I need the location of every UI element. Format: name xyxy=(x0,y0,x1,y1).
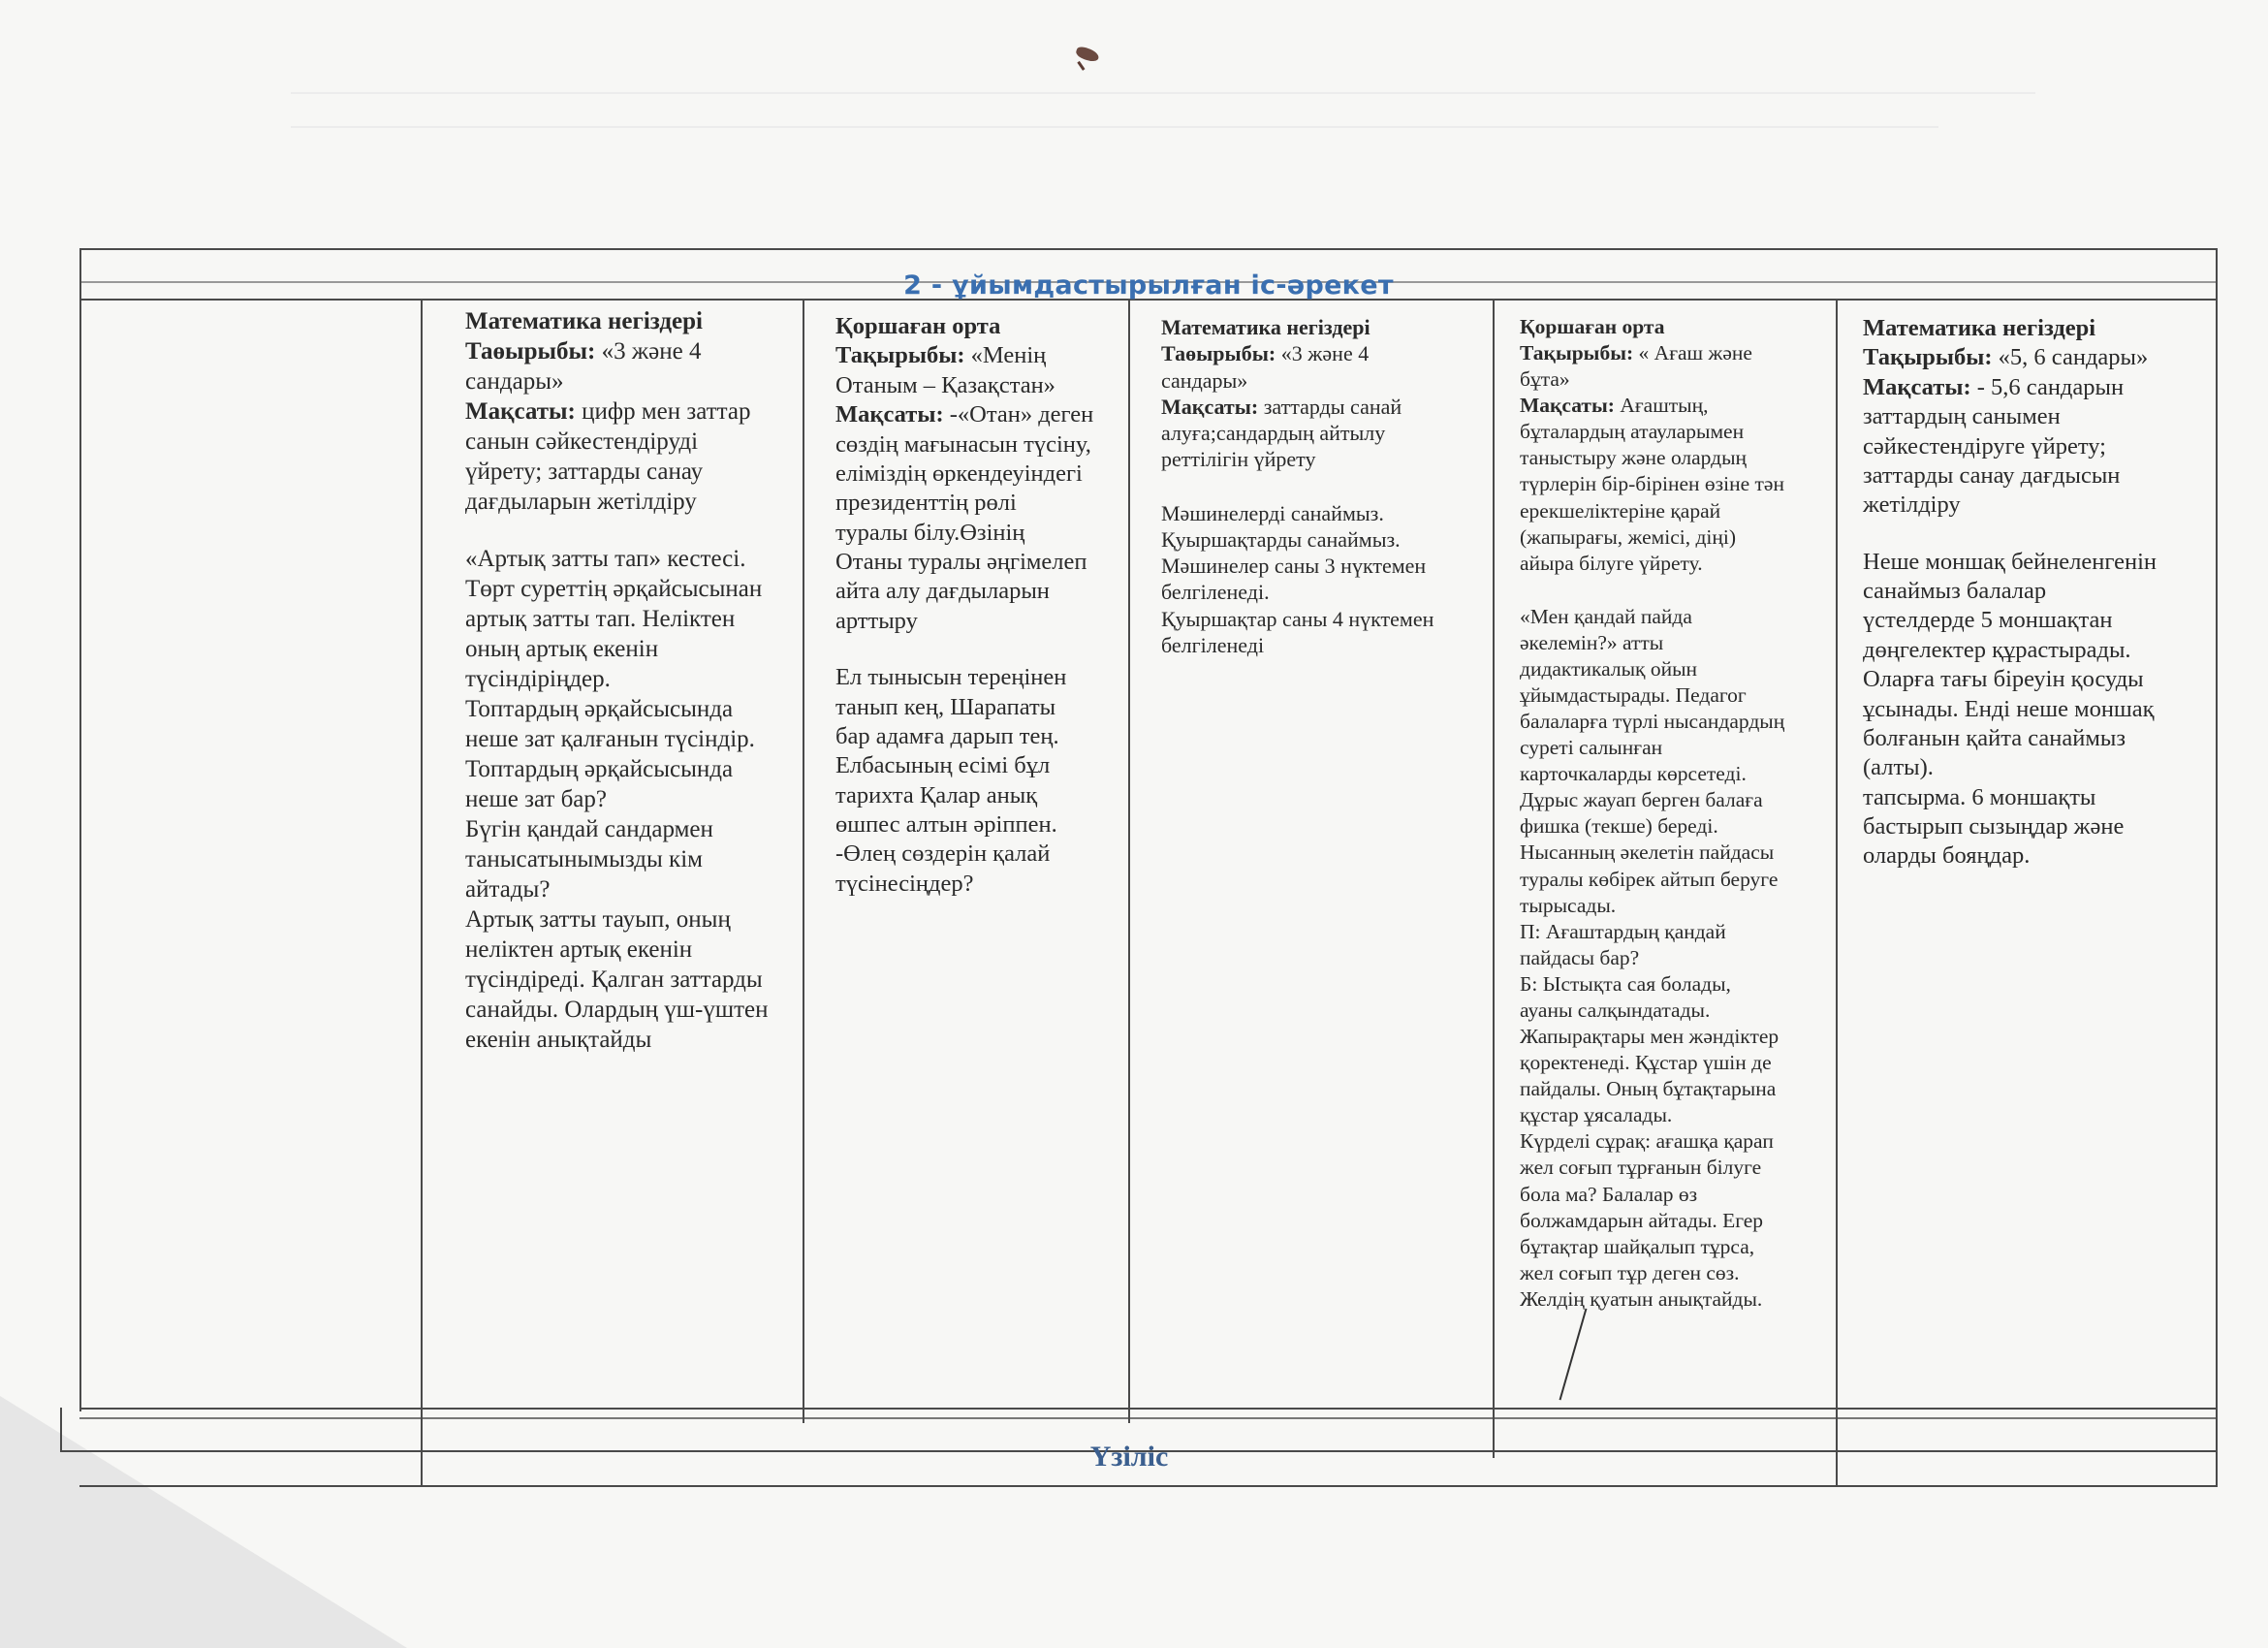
pen-mark xyxy=(1559,1309,1588,1401)
break-label: Үзіліс xyxy=(1089,1441,1169,1473)
cell-text-line: дөңгелектер құрастырады. xyxy=(1863,636,2131,663)
cell-text-line: Қоршаған орта xyxy=(1520,315,1665,338)
cell-text-line: ауаны салқындатады. xyxy=(1520,998,1711,1022)
column-4-cell xyxy=(1510,304,1853,1313)
cell-text-line: екенін анықтайды xyxy=(465,1027,652,1053)
cell-text-line: сөздің мағынасын түсіну, xyxy=(835,430,1091,458)
column-3-cell xyxy=(1151,304,1510,658)
cell-text-line: болғанын қайта санаймыз xyxy=(1863,724,2126,751)
cell-text-line: арттыру xyxy=(835,607,918,634)
cell-text-line: айтады? xyxy=(465,876,551,903)
cell-text-line: түсінесіңдер? xyxy=(835,870,974,897)
blank-line xyxy=(1520,577,1843,604)
cell-text-line: Дұрыс жауап берген балаға xyxy=(1520,788,1763,812)
cell-text-line: ұсынады. Енді неше моншақ xyxy=(1863,695,2155,722)
cell-text-line: бола ма? Балалар өз xyxy=(1520,1182,1698,1206)
cell-text-line: Отаны туралы әңгімелеп xyxy=(835,549,1087,575)
cell-text-line: дағдыларын жетілдіру xyxy=(465,489,697,515)
cell-text-line: сәйкестендіруге үйрету; xyxy=(1863,432,2106,460)
cell-text-line: туралы білу.Өзінің xyxy=(835,519,1025,546)
cell-text-line: Тақырыбы: «5, 6 сандары» xyxy=(1863,344,2149,371)
cell-text-line: заттарды санау дағдысын xyxy=(1863,461,2121,489)
cell-text-line: бұта» xyxy=(1520,367,1570,392)
cell-text-line: Математика негіздері xyxy=(1863,315,2096,341)
cell-text-line: «Артық затты тап» кестесі. xyxy=(465,546,746,572)
table-header-title: 2 - ұйымдастырылған іс-әрекет xyxy=(903,270,1394,301)
cell-text-line: фишка (текше) береді. xyxy=(1520,814,1718,839)
cell-text-line: өшпес алтын әріппен. xyxy=(835,811,1057,838)
cell-text-line: Күрделі сұрақ: ағашқа қарап xyxy=(1520,1129,1774,1154)
cell-text-line: алуға;сандардың айтылу xyxy=(1161,421,1386,446)
cell-text-line: сандары» xyxy=(1161,367,1248,393)
cell-text-line: айыра білуге үйрету. xyxy=(1520,551,1703,575)
cell-text-line: Қуыршақтарды санаймыз. xyxy=(1161,526,1401,552)
cell-text-line: Мақсаты: цифр мен заттар xyxy=(465,398,751,425)
cell-text-line: Бүгін қандай сандармен xyxy=(465,816,713,842)
cell-text-line: Қоршаған орта xyxy=(835,313,1001,339)
cell-text-line: Тақырыбы: «Менің xyxy=(835,342,1047,369)
cell-text-line: қоректенеді. Құстар үшін де xyxy=(1520,1051,1772,1075)
cell-text-line: айта алу дағдыларын xyxy=(835,578,1050,605)
cell-text-line: бұталардың атауларымен xyxy=(1520,420,1745,444)
cell-text-line: Желдің қуатын анықтайды. xyxy=(1520,1286,1763,1311)
cell-text-line: неше зат бар? xyxy=(465,786,607,812)
cell-text-line: Отаным – Қазақстан» xyxy=(835,371,1055,398)
cell-text-line: пайдалы. Оның бұтақтарына xyxy=(1520,1077,1777,1101)
cell-text-line: Таөырыбы: «3 және 4 xyxy=(1161,341,1370,366)
cell-text-line: еліміздің өркендеуіндегі xyxy=(835,460,1083,487)
cell-text-line: жел соғып тұрғанын білуге xyxy=(1520,1156,1762,1180)
cell-text-line: ерекшеліктеріне қарай xyxy=(1520,498,1721,523)
cell-text-line: санаймыз балалар xyxy=(1863,578,2047,604)
cell-text-line: белгіленеді xyxy=(1161,632,1265,657)
cell-text-line: Нысанның әкелетін пайдасы xyxy=(1520,840,1775,865)
cell-text-line: Елбасының есімі бұл xyxy=(835,752,1051,779)
cell-text-line: карточкаларды көрсетеді. xyxy=(1520,762,1747,786)
cell-text-line: үстелдерде 5 моншақтан xyxy=(1863,607,2113,634)
cell-text-line: артық затты тап. Неліктен xyxy=(465,606,736,632)
cell-text-line: Артық затты тауып, оның xyxy=(465,906,731,933)
cell-text-line: Төрт суреттің әрқайсысынан xyxy=(465,576,763,602)
cell-text-line: (алты). xyxy=(1863,754,1934,781)
cell-text-line: Ел тынысын тереңінен xyxy=(835,664,1067,691)
cell-text-line: дидактикалық ойын xyxy=(1520,656,1698,681)
cell-text-line: әкелемін?» атты xyxy=(1520,630,1664,654)
cell-text-line: балаларға түрлі нысандардың xyxy=(1520,710,1785,734)
cell-text-line: неше зат қалғанын түсіндір. xyxy=(465,726,755,752)
cell-text-line: Жапырақтары мен жәндіктер xyxy=(1520,1025,1780,1049)
cell-text-line: Мақсаты: -«Отан» деген xyxy=(835,401,1094,428)
cell-text-line: бұтақтар шайқалып тұрса, xyxy=(1520,1234,1755,1258)
cell-text-line: Мәшинелерді санаймыз. xyxy=(1161,500,1384,525)
cell-text-line: түсіндіреді. Қалган заттарды xyxy=(465,967,763,993)
blank-line xyxy=(1161,473,1500,500)
cell-text-line: оның артық екенін xyxy=(465,636,659,662)
table-footer xyxy=(421,1427,1838,1487)
cell-text-line: Топтардың әрқайсысында xyxy=(465,696,734,722)
cell-text-line: ұйымдастырады. Педагог xyxy=(1520,683,1747,708)
cell-text-line: «Мен қандай пайда xyxy=(1520,604,1692,628)
cell-text-line: Математика негіздері xyxy=(465,308,703,334)
bleed-through xyxy=(291,126,1938,128)
cell-text-line: Тақырыбы: « Ағаш және xyxy=(1520,341,1752,365)
cell-text-line: Математика негіздері xyxy=(1161,315,1370,339)
cell-text-line: Топтардың әрқайсысында xyxy=(465,756,734,782)
cell-text-line: санайды. Олардың үш-үштен xyxy=(465,997,769,1023)
cell-text-line: белгіленеді. xyxy=(1161,580,1270,605)
cell-text-line: реттілігін үйрету xyxy=(1161,447,1316,472)
cell-text-line: туралы көбірек айтып беруге xyxy=(1520,867,1779,891)
cell-text-line: заттардың санымен xyxy=(1863,403,2061,430)
cell-text-line: Оларға тағы біреуін қосуды xyxy=(1863,666,2144,693)
column-1-cell xyxy=(456,297,826,1055)
cell-text-line: тарихта Қалар анық xyxy=(835,781,1038,808)
column-5-cell xyxy=(1853,304,2218,872)
cell-text-line: болжамдарын айтады. Егер xyxy=(1520,1208,1764,1232)
cell-text-line: таныстыру және олардың xyxy=(1520,446,1748,470)
cell-text-line: оларды бояңдар. xyxy=(1863,842,2031,870)
cell-text-line: Мақсаты: Ағаштың, xyxy=(1520,394,1709,418)
cell-text-line: танысатынымызды кім xyxy=(465,846,703,872)
cell-text-line: тапсырма. 6 моншақты xyxy=(1863,783,2096,810)
bleed-through xyxy=(291,92,2035,94)
cell-text-line: жел соғып тұр деген сөз. xyxy=(1520,1260,1740,1284)
schedule-table xyxy=(79,248,2218,1487)
cell-text-line: -Өлең сөздерін қалай xyxy=(835,840,1051,868)
cell-text-line: неліктен артық екенін xyxy=(465,936,693,963)
cell-text-line: пайдасы бар? xyxy=(1520,945,1640,969)
blank-line xyxy=(1863,521,2208,548)
cell-text-line: Мақсаты: заттарды санай xyxy=(1161,394,1402,419)
cell-text-line: сандары» xyxy=(465,368,564,395)
blank-line xyxy=(835,636,1142,663)
cell-text-line: бастырып сызыңдар және xyxy=(1863,813,2125,840)
cell-text-line: бар адамға дарып тең. xyxy=(835,722,1059,749)
cell-text-line: президенттің рөлі xyxy=(835,490,1017,517)
cell-text-line: Мақсаты: - 5,6 сандарын xyxy=(1863,373,2125,400)
cell-text-line: (жапырағы, жемісі, діңі) xyxy=(1520,524,1737,549)
cell-text-line: Таөырыбы: «3 және 4 xyxy=(465,338,702,364)
cell-text-line: түсіндіріңдер. xyxy=(465,666,611,692)
cell-text-line: жетілдіру xyxy=(1863,491,1961,519)
cell-text-line: түрлерін бір-бірінен өзіне тән xyxy=(1520,472,1784,496)
cell-text-line: санын сәйкестендіруді xyxy=(465,428,699,455)
table-header xyxy=(79,250,2218,302)
cell-text-line: Неше моншақ бейнеленгенін xyxy=(1863,548,2158,575)
column-2-cell xyxy=(826,302,1151,899)
cell-text-line: Б: Ыстықта сая болады, xyxy=(1520,971,1731,996)
cell-text-line: Мәшинелер саны 3 нүктемен xyxy=(1161,554,1427,579)
cell-text-line: П: Ағаштардың қандай xyxy=(1520,919,1726,943)
blank-line xyxy=(465,517,816,544)
cell-text-line: құстар ұясалады. xyxy=(1520,1103,1673,1127)
cell-text-line: тырысады. xyxy=(1520,893,1617,917)
cell-text-line: танып кең, Шарапаты xyxy=(835,693,1056,720)
cell-text-line: Қуыршақтар саны 4 нүктемен xyxy=(1161,606,1434,631)
cell-text-line: үйрету; заттарды санау xyxy=(465,459,704,485)
cell-text-line: суреті салынған xyxy=(1520,736,1663,760)
